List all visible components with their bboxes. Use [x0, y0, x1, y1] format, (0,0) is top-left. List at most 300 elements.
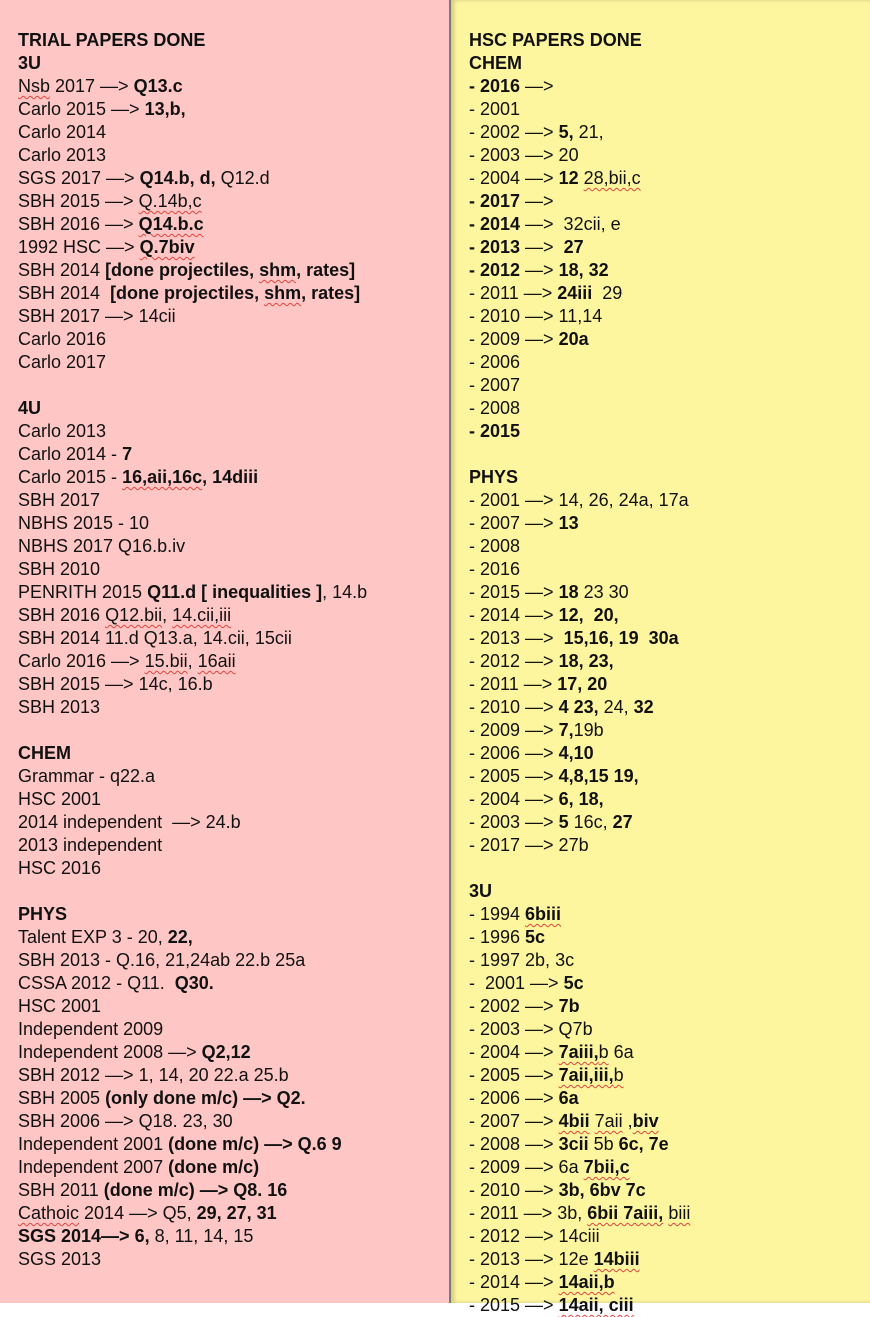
note-line	[18, 52, 449, 75]
note-text: - 2012 —> 14ciii	[469, 1226, 600, 1246]
note-text: 14aii, ciii	[558, 1295, 634, 1315]
note-text: , 14diii	[202, 467, 259, 487]
note-text: SBH 2005	[18, 1088, 106, 1108]
note-line	[18, 121, 449, 144]
note-line	[469, 1179, 870, 1202]
note-line	[469, 144, 870, 167]
note-line	[469, 1041, 870, 1064]
note-text: Grammar - q22.a	[18, 766, 156, 786]
note-line	[469, 259, 870, 282]
note-text: , rates]	[301, 283, 361, 303]
note-text: 14.cii,iii	[172, 605, 232, 625]
note-text: 17, 20	[557, 674, 608, 694]
note-text: - 2004 —>	[469, 168, 559, 188]
note-line	[469, 512, 870, 535]
note-text: - 2003 —> Q7b	[469, 1019, 593, 1039]
note-text: 5	[558, 812, 569, 832]
note-line	[469, 190, 870, 213]
note-text: 6bii 7aiii,	[587, 1203, 664, 1223]
note-text: Carlo 2013	[18, 145, 107, 165]
note-text: —> 32cii, e	[520, 214, 621, 234]
note-text: - 2003 —> 20	[469, 145, 579, 165]
note-text: 5c	[563, 973, 584, 993]
note-line	[469, 926, 870, 949]
note-text: Independent 2007	[18, 1157, 169, 1177]
note-line	[469, 627, 870, 650]
note-text: ,	[622, 1111, 633, 1131]
note-text: - 2010 —> 11,14	[469, 306, 603, 326]
note-text: Independent 2001	[18, 1134, 169, 1154]
note-line	[469, 167, 870, 190]
note-line	[469, 650, 870, 673]
hsc-papers-column	[449, 0, 870, 1315]
note-text: SGS 2013	[18, 1249, 102, 1269]
note-text: biii	[668, 1203, 691, 1223]
note-text: HSC PAPERS DONE	[469, 30, 642, 50]
note-text: - 2013 —>	[469, 628, 564, 648]
note-line	[18, 282, 449, 305]
note-line	[469, 765, 870, 788]
note-text: 6c, 7e	[618, 1134, 669, 1154]
note-text: - 2004 —>	[469, 1042, 559, 1062]
note-line	[18, 489, 449, 512]
note-text: - 2017	[469, 191, 521, 211]
note-text: Q.7biv	[139, 237, 195, 257]
note-text: - 2012 —>	[469, 651, 559, 671]
note-line	[469, 834, 870, 857]
note-line	[469, 1110, 870, 1133]
note-text: , 14.b	[322, 582, 368, 602]
note-text: - 2009 —>	[469, 720, 559, 740]
note-line	[18, 1064, 449, 1087]
note-text: 8, 11, 14, 15	[149, 1226, 254, 1246]
note-text: Q14.b, d,	[139, 168, 216, 188]
note-line	[18, 811, 449, 834]
note-text: Q14.b.c	[138, 214, 204, 234]
note-text: 15.bii	[144, 651, 188, 671]
note-text: - 2002 —>	[469, 996, 559, 1016]
note-text: Carlo 2013	[18, 421, 107, 441]
note-text: 3b, 6bv 7c	[558, 1180, 646, 1200]
note-text: ,	[187, 651, 198, 671]
note-line	[469, 75, 870, 98]
note-text: Nsb	[18, 76, 51, 96]
note-line	[18, 1156, 449, 1179]
note-line	[469, 1156, 870, 1179]
note-text: —>	[520, 76, 554, 96]
note-text: CHEM	[469, 53, 522, 73]
note-text: - 2011 —>	[469, 674, 558, 694]
note-text: 3U	[469, 881, 493, 901]
note-text: [done projectiles,	[105, 260, 260, 280]
note-line	[469, 719, 870, 742]
note-text: [done projectiles,	[110, 283, 265, 303]
note-line	[18, 213, 449, 236]
note-text: 7bii,c	[583, 1157, 630, 1177]
note-line	[469, 1202, 870, 1225]
note-text: , rates]	[296, 260, 356, 280]
note-line	[18, 1225, 449, 1248]
note-line	[469, 788, 870, 811]
note-text: - 2008	[469, 536, 521, 556]
note-text: —>	[520, 191, 554, 211]
note-text: 3cii	[558, 1134, 589, 1154]
note-line	[18, 1179, 449, 1202]
note-text: PHYS	[469, 467, 519, 487]
note-text: - 2010 —>	[469, 697, 559, 717]
note-text: Independent 2008 —>	[18, 1042, 202, 1062]
note-text: 4,8,15 19,	[558, 766, 639, 786]
note-text: - 2005 —>	[469, 766, 559, 786]
note-line	[18, 328, 449, 351]
note-line	[18, 627, 449, 650]
note-line	[469, 1248, 870, 1271]
note-text: - 1996	[469, 927, 526, 947]
note-text: CHEM	[18, 743, 71, 763]
note-line	[18, 144, 449, 167]
note-text: 2014 —> Q5,	[79, 1203, 197, 1223]
note-line	[18, 75, 449, 98]
note-text: 12	[558, 168, 579, 188]
note-text: - 1994	[469, 904, 526, 924]
note-line	[469, 213, 870, 236]
note-text: - 2012	[469, 260, 521, 280]
note-text: Q11.d [ inequalities ]	[147, 582, 323, 602]
note-text: SBH 2017	[18, 490, 101, 510]
note-line	[18, 535, 449, 558]
note-line	[18, 1202, 449, 1225]
note-text: - 2013 —> 12e	[469, 1249, 594, 1269]
note-line	[469, 1225, 870, 1248]
note-text: 14aii,b	[558, 1272, 615, 1292]
note-text: - 2014 —>	[469, 1272, 559, 1292]
note-text: NBHS 2015 - 10	[18, 513, 150, 533]
note-text: - 2008 —>	[469, 1134, 559, 1154]
note-text: NBHS 2017 Q16.b.iv	[18, 536, 186, 556]
note-text: Cathoic	[18, 1203, 80, 1223]
note-text: 2014 independent —> 24.b	[18, 812, 241, 832]
note-text: 29	[592, 283, 623, 303]
note-text: - 2001	[469, 99, 521, 119]
note-text: SBH 2013	[18, 697, 101, 717]
note-line	[18, 351, 449, 374]
note-text: - 2016	[469, 76, 521, 96]
note-text: - 2008	[469, 398, 521, 418]
note-text: - 2015 —>	[469, 582, 559, 602]
note-text: PENRITH 2015	[18, 582, 148, 602]
note-text: 18, 23,	[558, 651, 614, 671]
note-text: 16c,	[568, 812, 613, 832]
note-text: 5c	[525, 927, 546, 947]
note-line	[469, 98, 870, 121]
note-line	[469, 581, 870, 604]
note-line	[18, 420, 449, 443]
note-text: - 2007 —>	[469, 1111, 559, 1131]
note-text: Q13.c	[133, 76, 183, 96]
note-text: Carlo 2014 -	[18, 444, 123, 464]
note-line	[469, 236, 870, 259]
note-text: HSC 2001	[18, 789, 102, 809]
note-text: - 2010 —>	[469, 1180, 559, 1200]
note-line	[469, 742, 870, 765]
note-text: SBH 2014	[18, 283, 111, 303]
blank-line	[469, 857, 870, 880]
note-text: 5,	[558, 122, 574, 142]
note-line	[18, 167, 449, 190]
note-line	[469, 696, 870, 719]
note-text: - 2001 —>	[469, 973, 564, 993]
note-line	[18, 397, 449, 420]
note-line	[18, 1110, 449, 1133]
note-text: 24,	[598, 697, 634, 717]
note-text: - 2016	[469, 559, 521, 579]
note-text: CSSA 2012 - Q11.	[18, 973, 175, 993]
note-text: - 2002 —>	[469, 122, 559, 142]
note-line	[469, 558, 870, 581]
note-text: shm	[264, 283, 302, 303]
note-text: SBH 2016	[18, 605, 106, 625]
note-line	[18, 466, 449, 489]
note-line	[18, 903, 449, 926]
note-line	[469, 351, 870, 374]
note-text: 2013 independent	[18, 835, 163, 855]
note-line	[18, 696, 449, 719]
note-text: 21,	[573, 122, 604, 142]
note-text: - 2014	[469, 214, 521, 234]
note-text: (done m/c) —> Q.6 9	[168, 1134, 342, 1154]
note-text: TRIAL PAPERS DONE	[18, 30, 206, 50]
note-text: 7b	[558, 996, 580, 1016]
note-line	[469, 1087, 870, 1110]
note-text: - 2017 —> 27b	[469, 835, 589, 855]
note-text: SBH 2014	[18, 260, 106, 280]
note-text: - 2011 —> 3b,	[469, 1203, 588, 1223]
note-text: - 2009 —>	[469, 329, 559, 349]
note-text: Carlo 2015 -	[18, 467, 123, 487]
note-text: - 2005 —>	[469, 1065, 559, 1085]
note-text: SBH 2012 —> 1, 14, 20 22.a 25.b	[18, 1065, 289, 1085]
note-text: - 1997 2b, 3c	[469, 950, 575, 970]
note-text: 22,	[167, 927, 193, 947]
note-text: SBH 2006 —> Q18. 23, 30	[18, 1111, 233, 1131]
note-text: 16,aii,16c	[122, 467, 203, 487]
note-line	[18, 857, 449, 880]
note-text: (only done m/c) —> Q2.	[105, 1088, 306, 1108]
note-line	[18, 1087, 449, 1110]
note-line	[469, 811, 870, 834]
note-text: Q.14b,c	[138, 191, 202, 211]
note-text: 6biii	[525, 904, 562, 924]
note-text: 14biii	[593, 1249, 640, 1269]
note-text: 7,	[558, 720, 574, 740]
note-line	[18, 834, 449, 857]
blank-line	[18, 880, 449, 903]
note-line	[18, 305, 449, 328]
note-text: - 2009 —> 6a	[469, 1157, 584, 1177]
note-text: HSC 2001	[18, 996, 102, 1016]
note-line	[469, 52, 870, 75]
note-text: 15,16, 19 30a	[563, 628, 679, 648]
note-text: 4 23,	[558, 697, 599, 717]
note-text: 24iii	[557, 283, 593, 303]
note-line	[469, 121, 870, 144]
note-text: 18	[558, 582, 579, 602]
note-text: - 2013	[469, 237, 521, 257]
note-text: 12, 20,	[558, 605, 619, 625]
note-text: - 2011 —>	[469, 283, 558, 303]
note-line	[469, 995, 870, 1018]
note-text: 1992 HSC —>	[18, 237, 140, 257]
note-line	[469, 673, 870, 696]
blank-line	[18, 719, 449, 742]
note-text: 23 30	[578, 582, 629, 602]
note-line	[18, 236, 449, 259]
note-text: b	[613, 1065, 624, 1085]
note-line	[18, 972, 449, 995]
note-text: - 2007	[469, 375, 521, 395]
note-line	[469, 535, 870, 558]
note-text: - 2004 —>	[469, 789, 559, 809]
note-line	[469, 604, 870, 627]
note-line	[18, 581, 449, 604]
note-line	[18, 443, 449, 466]
note-line	[18, 995, 449, 1018]
note-text: SGS 2017 —>	[18, 168, 140, 188]
blank-line	[18, 374, 449, 397]
note-text: Q30.	[174, 973, 214, 993]
note-text: 18, 32	[558, 260, 609, 280]
note-text: - 2001 —> 14, 26, 24a, 17a	[469, 490, 689, 510]
note-line	[18, 259, 449, 282]
note-line	[469, 282, 870, 305]
note-line	[469, 305, 870, 328]
note-text: - 2006 —>	[469, 1088, 559, 1108]
note-text: 13	[558, 513, 579, 533]
note-line	[18, 1248, 449, 1271]
note-line	[469, 903, 870, 926]
note-line	[469, 1064, 870, 1087]
note-text: (done m/c)	[168, 1157, 260, 1177]
note-line	[18, 98, 449, 121]
note-line	[469, 466, 870, 489]
note-text: —>	[520, 260, 559, 280]
note-line	[18, 949, 449, 972]
note-line	[469, 880, 870, 903]
note-line	[469, 1018, 870, 1041]
note-line	[469, 949, 870, 972]
note-line	[18, 1041, 449, 1064]
note-text: Carlo 2016	[18, 329, 107, 349]
note-line	[469, 1294, 870, 1317]
note-text: Carlo 2016 —>	[18, 651, 145, 671]
note-text: b	[598, 1042, 609, 1062]
note-text: 16aii	[197, 651, 236, 671]
note-line	[469, 972, 870, 995]
note-text: SBH 2011	[18, 1180, 104, 1200]
note-text: - 2003 —>	[469, 812, 559, 832]
note-line	[18, 765, 449, 788]
note-text: SBH 2014 11.d Q13.a, 14.cii, 15cii	[18, 628, 292, 648]
note-text: 20a	[558, 329, 589, 349]
note-text: 3U	[18, 53, 42, 73]
note-text: - 2006 —>	[469, 743, 559, 763]
note-text: 28,bii,c	[583, 168, 641, 188]
note-text: SBH 2010	[18, 559, 101, 579]
note-text: Q2,12	[201, 1042, 251, 1062]
note-line	[469, 489, 870, 512]
note-text: 7	[122, 444, 133, 464]
note-text: Q12.bii	[105, 605, 163, 625]
note-text: - 2015 —>	[469, 1295, 559, 1315]
note-text: 27	[563, 237, 584, 257]
note-text: —>	[520, 237, 564, 257]
note-text: 6a	[558, 1088, 579, 1108]
note-text: - 2007 —>	[469, 513, 559, 533]
note-text: Carlo 2015 —>	[18, 99, 145, 119]
note-line	[18, 673, 449, 696]
note-text: - 2015	[469, 421, 521, 441]
note-text: SBH 2015 —> 14c, 16.b	[18, 674, 213, 694]
note-line	[18, 788, 449, 811]
note-line	[18, 1133, 449, 1156]
note-line	[18, 650, 449, 673]
note-text: 19b	[573, 720, 604, 740]
note-text: 6, 18,	[558, 789, 604, 809]
note-text: Talent EXP 3 - 20,	[18, 927, 168, 947]
note-line	[469, 1133, 870, 1156]
note-text: ,	[162, 605, 173, 625]
note-text: (done m/c) —> Q8. 16	[103, 1180, 288, 1200]
note-text: 4,10	[558, 743, 594, 763]
note-text: 7aii,iii,	[558, 1065, 614, 1085]
note-text: 7aiii,	[558, 1042, 599, 1062]
note-text: 7aii	[594, 1111, 623, 1131]
note-text: 6a	[608, 1042, 634, 1062]
note-line	[18, 29, 449, 52]
note-text: HSC 2016	[18, 858, 102, 878]
note-line	[18, 1018, 449, 1041]
note-text: Carlo 2017	[18, 352, 107, 372]
note-line	[18, 512, 449, 535]
note-text: SBH 2013 - Q.16, 21,24ab 22.b 25a	[18, 950, 306, 970]
note-line	[469, 397, 870, 420]
note-text: SGS 2014—> 6,	[18, 1226, 150, 1246]
note-text: - 2006	[469, 352, 521, 372]
note-line	[18, 604, 449, 627]
note-text: - 2014 —>	[469, 605, 559, 625]
blank-line	[469, 443, 870, 466]
note-line	[469, 374, 870, 397]
note-text: 32	[633, 697, 654, 717]
note-line	[18, 558, 449, 581]
note-text: shm	[259, 260, 297, 280]
note-line	[469, 328, 870, 351]
note-text: Q12.d	[215, 168, 270, 188]
note-text: 5b	[588, 1134, 619, 1154]
note-text: PHYS	[18, 904, 68, 924]
note-text: SBH 2016 —>	[18, 214, 139, 234]
note-text: SBH 2017 —> 14cii	[18, 306, 176, 326]
note-line	[469, 1271, 870, 1294]
note-text: 29, 27, 31	[196, 1203, 277, 1223]
note-text: Carlo 2014	[18, 122, 107, 142]
note-text: 2017 —>	[50, 76, 134, 96]
note-text: Independent 2009	[18, 1019, 164, 1039]
note-line	[18, 742, 449, 765]
note-text: 4U	[18, 398, 42, 418]
note-line	[18, 190, 449, 213]
note-line	[18, 926, 449, 949]
